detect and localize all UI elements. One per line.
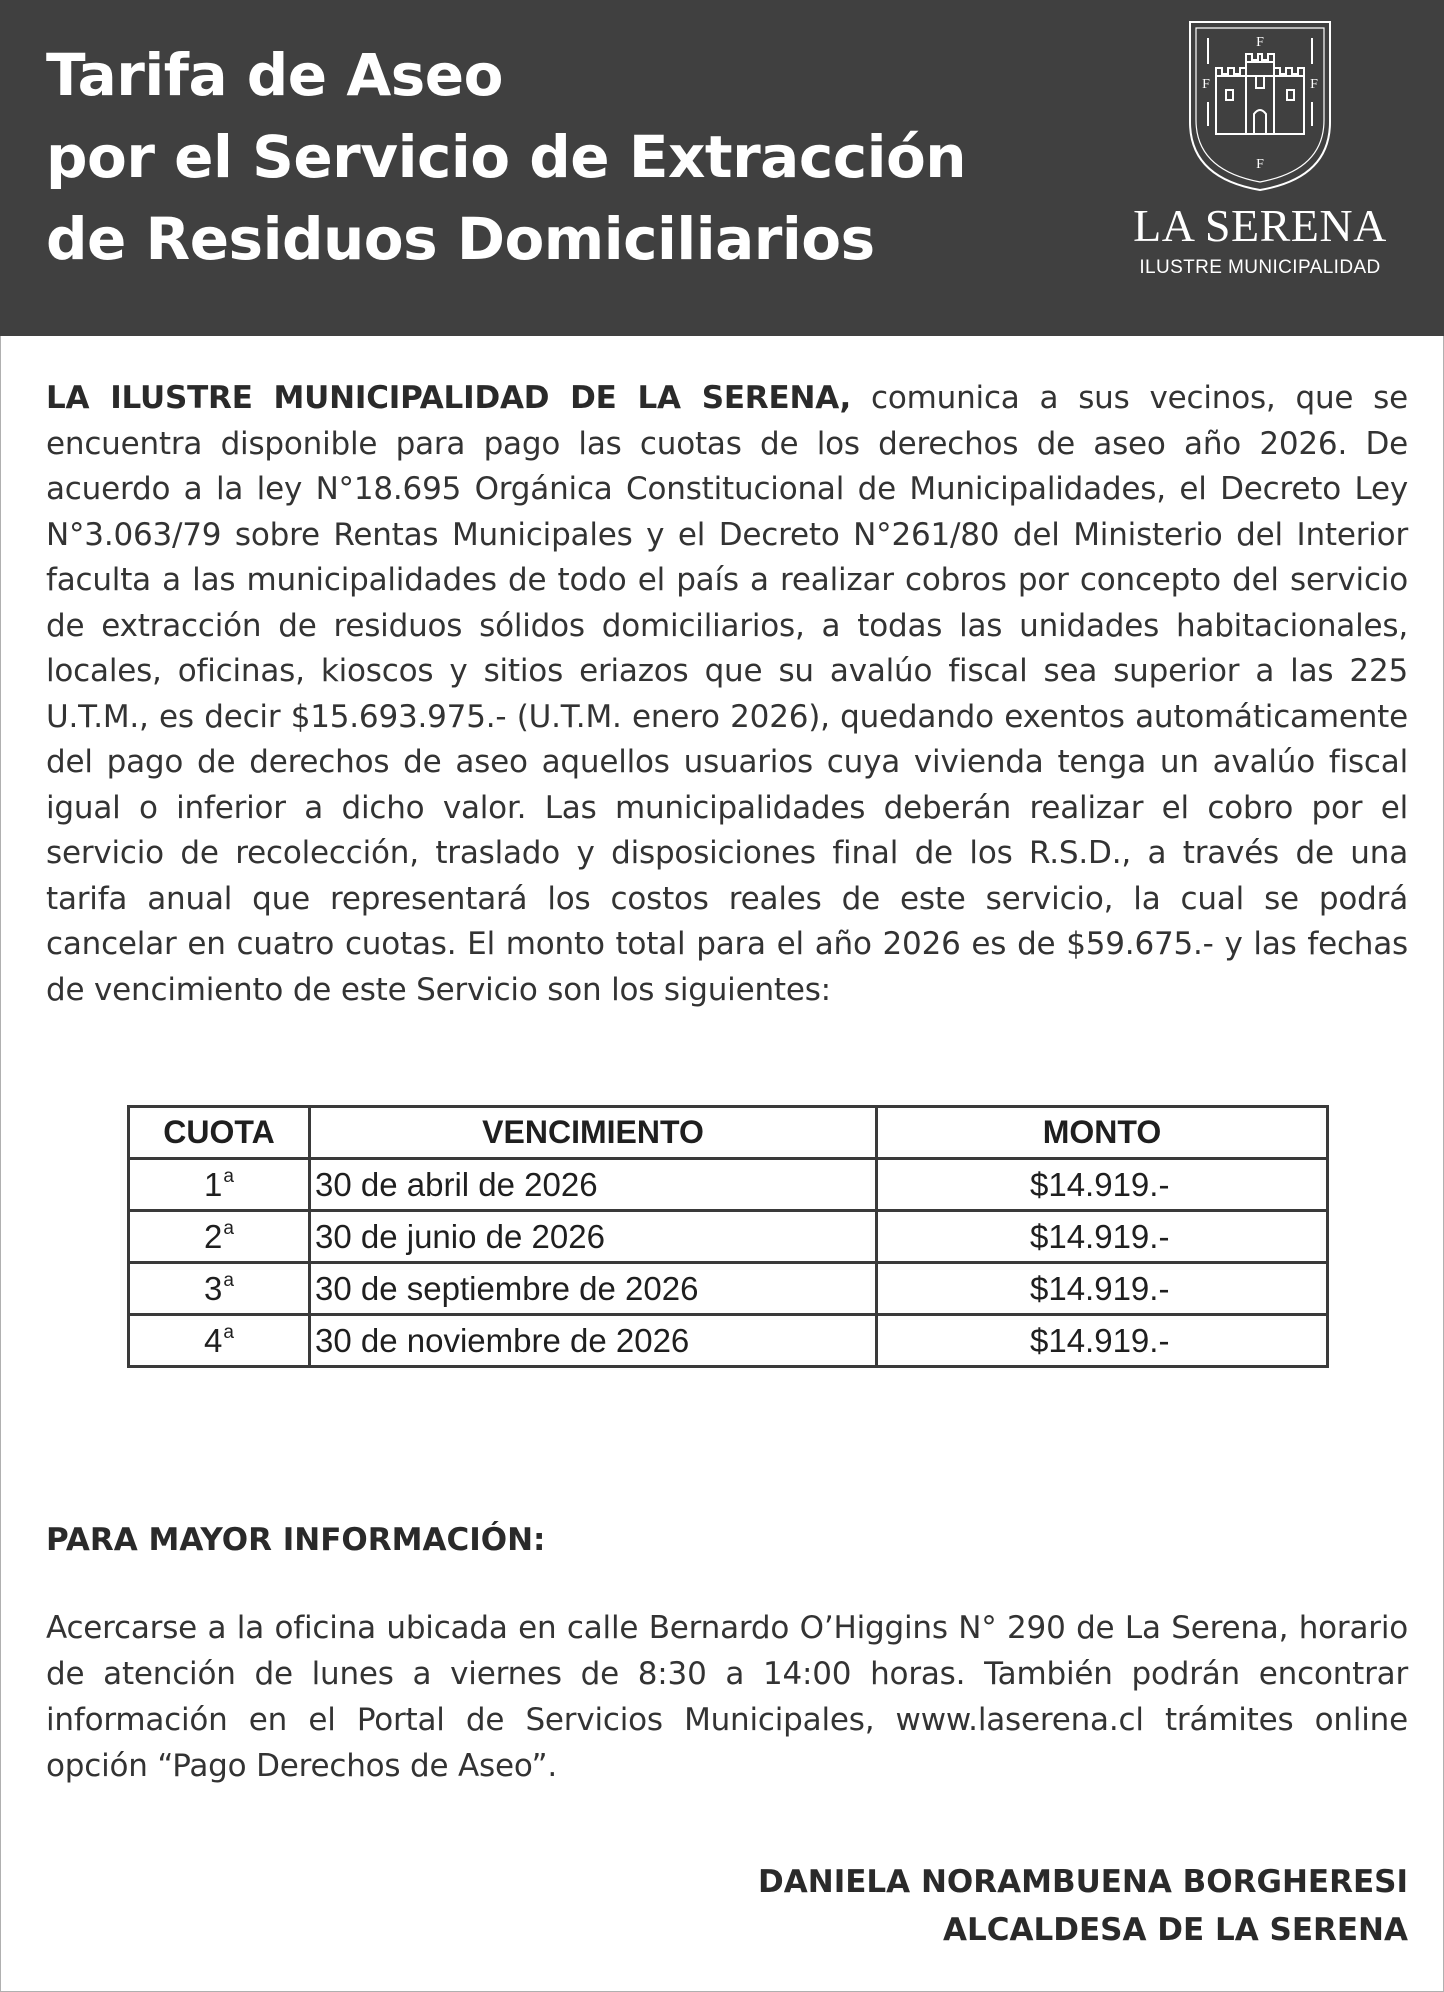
due-date-cell: 30 de junio de 2026 xyxy=(310,1211,877,1263)
amount-cell: $14.919.- xyxy=(877,1159,1328,1211)
svg-text:F: F xyxy=(1256,35,1264,50)
notice-body xyxy=(46,376,1408,1013)
ordinal-suffix: a xyxy=(223,1321,234,1343)
title-line: Tarifa de Aseo xyxy=(46,41,503,109)
title-line: de Residuos Domiciliarios xyxy=(46,205,875,273)
logo-wordmark: LA SERENA xyxy=(1133,200,1387,251)
logo-subtitle: ILUSTRE MUNICIPALIDAD xyxy=(1139,257,1381,278)
cuota-number: 2 xyxy=(204,1217,223,1255)
column-header-monto: MONTO xyxy=(877,1107,1328,1159)
ordinal-suffix: a xyxy=(223,1269,234,1291)
cuota-number-cell xyxy=(129,1159,310,1211)
table-header-row xyxy=(129,1107,1328,1159)
info-paragraph: Acercarse a la oficina ubicada en calle Bernardo O’Higgins N° 290 de La Serena, horario de atención de lunes a viernes de 8:30 a 14:00 horas. También podrán encontrar información en el Portal de Servicios Municipales, www.laserena.cl trámites online opción “Pago Derechos de Aseo”. xyxy=(46,1610,1408,1784)
table-row xyxy=(129,1159,1328,1211)
ordinal-suffix: a xyxy=(223,1165,234,1187)
ordinal-suffix: a xyxy=(223,1217,234,1239)
signature-block xyxy=(758,1858,1408,1954)
installments-table xyxy=(127,1105,1329,1368)
amount-cell: $14.919.- xyxy=(877,1315,1328,1367)
title-line: por el Servicio de Extracción xyxy=(46,123,967,191)
signatory-name: DANIELA NORAMBUENA BORGHERESI xyxy=(758,1864,1408,1900)
cuota-number-cell xyxy=(129,1315,310,1367)
due-date-cell: 30 de noviembre de 2026 xyxy=(310,1315,877,1367)
svg-text:F: F xyxy=(1256,157,1264,172)
municipality-logo xyxy=(1100,18,1420,288)
coat-of-arms-icon xyxy=(1186,18,1334,194)
cuota-number: 3 xyxy=(204,1269,223,1307)
table-row xyxy=(129,1211,1328,1263)
cuota-number: 1 xyxy=(204,1165,223,1203)
header-banner xyxy=(0,0,1444,336)
cuota-number-cell xyxy=(129,1211,310,1263)
column-header-vencimiento: VENCIMIENTO xyxy=(310,1107,877,1159)
column-header-cuota: CUOTA xyxy=(129,1107,310,1159)
cuota-number-cell xyxy=(129,1263,310,1315)
amount-cell: $14.919.- xyxy=(877,1263,1328,1315)
due-date-cell: 30 de abril de 2026 xyxy=(310,1159,877,1211)
notice-title xyxy=(46,34,1066,280)
info-heading: PARA MAYOR INFORMACIÓN: xyxy=(46,1522,546,1558)
notice-paragraph: comunica a sus vecinos, que se encuentra disponible para pago las cuotas de los derechos de aseo año 2026. De acuerdo a la ley N°18.695 Orgánica Constitucional de Municipalidades, el Decreto Ley N°3.063/79 sobre Rentas Municipales y el Decreto N°261/80 del Ministerio del Interior faculta a las municipalidades de todo el país a realizar cobros por concepto del servicio de extracción de residuos sólidos domiciliarios, a todas las unidades habitacionales, locales, oficinas, kioscos y sitios eriazos que su avalúo fiscal sea superior a las 225 U.T.M., es decir $15.693.975.- (U.T.M. enero 2026), quedando exentos automáticamente del pago de derechos de aseo aquellos usuarios cuya vivienda tenga un avalúo fiscal igual o inferior a dicho valor. Las municipalidades deberán realizar el cobro por el servicio de recolección, traslado y disposiciones final de los R.S.D., a través de una tarifa anual que representará los costos reales de este servicio, la cual se podrá cancelar en cuatro cuotas. El monto total para el año 2026 es de $59.675.- y las fechas de vencimiento de este Servicio son los siguientes: xyxy=(46,380,1408,1008)
table-row xyxy=(129,1263,1328,1315)
svg-text:F: F xyxy=(1310,77,1318,92)
notice-lead: LA ILUSTRE MUNICIPALIDAD DE LA SERENA, xyxy=(46,380,852,416)
svg-text:F: F xyxy=(1202,77,1210,92)
cuota-number: 4 xyxy=(204,1321,223,1359)
table-row xyxy=(129,1315,1328,1367)
due-date-cell: 30 de septiembre de 2026 xyxy=(310,1263,877,1315)
signatory-role: ALCALDESA DE LA SERENA xyxy=(943,1912,1408,1948)
amount-cell: $14.919.- xyxy=(877,1211,1328,1263)
